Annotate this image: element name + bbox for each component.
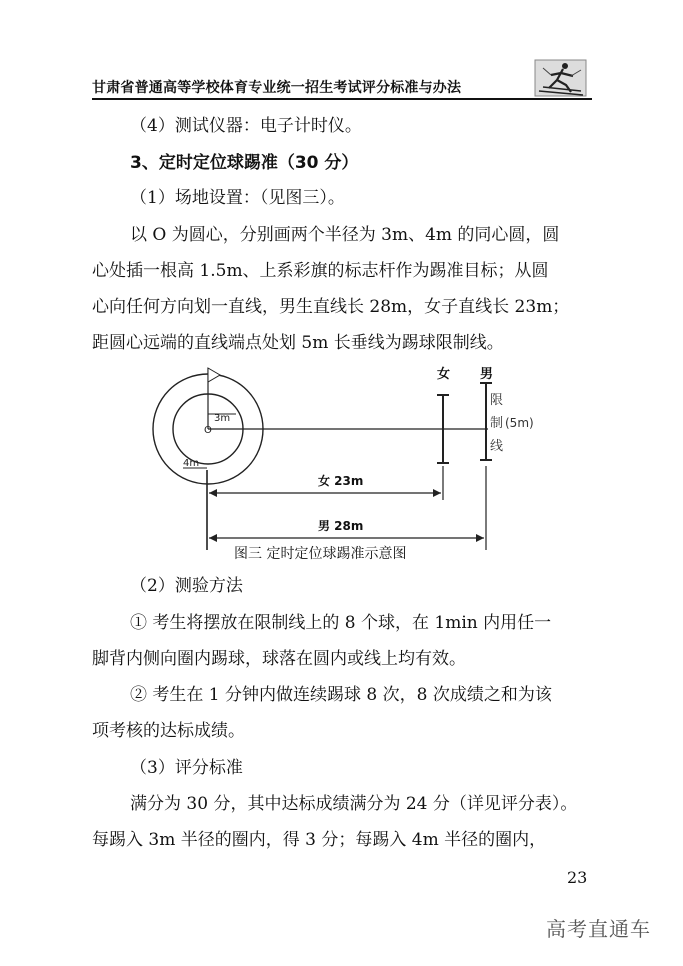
male-dim-arrow-left <box>209 534 217 542</box>
label-female: 女 <box>437 367 451 382</box>
scoring-heading: （3）评分标准 <box>130 758 243 778</box>
label-4m: 4m <box>183 458 200 469</box>
flag-icon <box>208 368 220 382</box>
limit-line-char-3: 线 <box>490 439 504 454</box>
watermark: 高考直通车 <box>546 917 651 941</box>
method-line-2: 脚背内侧向圈内踢球，球落在圆内或线上均有效。 <box>92 649 466 669</box>
method-line-3: ② 考生在 1 分钟内做连续踢球 8 次，8 次成绩之和为该 <box>130 685 552 705</box>
figure-caption: 图三 定时定位球踢准示意图 <box>234 546 407 562</box>
limit-line-length: (5m) <box>505 416 534 430</box>
setup-line-3: 心向任何方向划一直线，男生直线长 28m，女子直线长 23m； <box>92 297 570 317</box>
female-dim-arrow-right <box>433 489 441 497</box>
limit-line-char-1: 限 <box>490 393 504 408</box>
header-title: 甘肃省普通高等学校体育专业统一招生考试评分标准与办法 <box>92 80 462 96</box>
label-3m: 3m <box>214 413 231 424</box>
female-dim-arrow-left <box>209 489 217 497</box>
setup-line-2: 心处插一根高 1.5m、上系彩旗的标志杆作为踢准目标；从圆 <box>92 261 549 281</box>
limit-line-char-2: 制 <box>490 416 504 431</box>
section-heading: 3、定时定位球踢准（30 分） <box>130 153 359 173</box>
label-male: 男 <box>480 367 494 382</box>
dimension-male: 男 28m <box>318 519 364 533</box>
setup-heading: （1）场地设置：（见图三）。 <box>130 188 345 208</box>
page-number: 23 <box>567 868 588 887</box>
male-dim-arrow-right <box>476 534 484 542</box>
item-4-instrument: （4）测试仪器：电子计时仪。 <box>130 116 362 136</box>
method-heading: （2）测验方法 <box>130 576 243 596</box>
method-line-4: 项考核的达标成绩。 <box>92 721 245 741</box>
scoring-line-1: 满分为 30 分，其中达标成绩满分为 24 分（详见评分表）。 <box>130 794 578 814</box>
label-center-o: O <box>204 425 212 436</box>
scoring-line-2: 每踢入 3m 半径的圈内，得 3 分；每踢入 4m 半径的圈内， <box>92 830 547 850</box>
method-line-1: ① 考生将摆放在限制线上的 8 个球，在 1min 内用任一 <box>130 613 552 633</box>
setup-line-1: 以 O 为圆心，分别画两个半径为 3m、4m 的同心圆，圆 <box>130 225 560 245</box>
dimension-female: 女 23m <box>318 474 364 488</box>
setup-line-4: 距圆心远端的直线端点处划 5m 长垂线为踢球限制线。 <box>92 333 504 353</box>
